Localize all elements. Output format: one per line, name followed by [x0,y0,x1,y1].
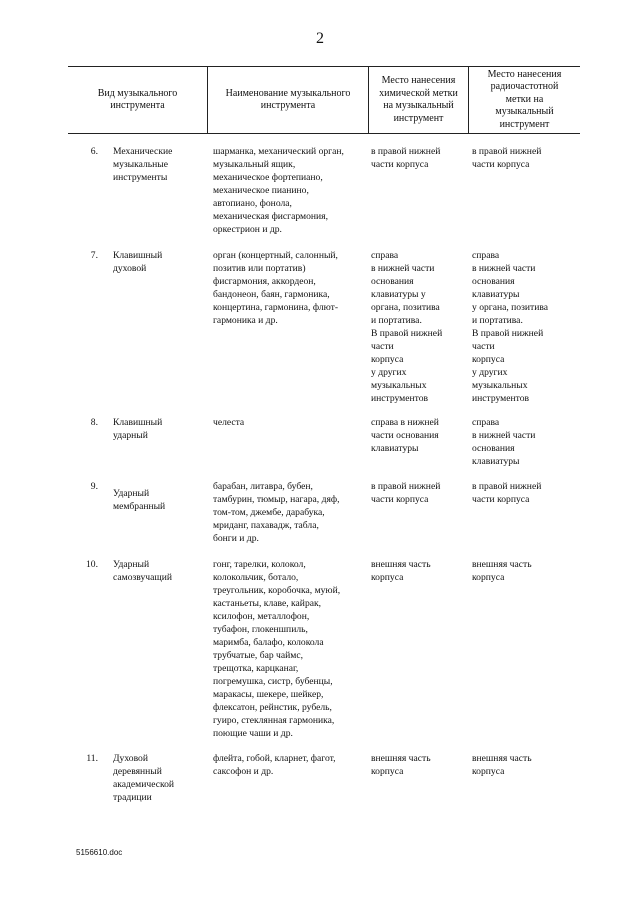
file-name-footer: 5156610.doc [76,848,123,857]
chemical-mark-location: внешняя часть корпуса [371,753,431,777]
page-number: 2 [316,30,324,47]
header-instrument-type: Вид музыкального инструмента [97,87,178,111]
chemical-mark-location: в правой нижней части корпуса [371,146,441,170]
instrument-names: челеста [213,417,245,428]
instrument-names: орган (концертный, салонный, позитив или портатив) фисгармония, аккордеон, бандонеон, баян, гармоника, концертина, гармонина, флют- гармоника и др. [213,250,339,326]
instrument-type: Ударный мембранный [113,488,166,512]
chemical-mark-location: в правой нижней части корпуса [371,481,441,505]
header-instrument-name: Наименование музыкального инструмента [225,87,351,111]
instrument-names: гонг, тарелки, колокол, колокольчик, ботало, треугольник, коробочка, муюй, кастаньеты, клаве, кайрак, ксилофон, металлофон, тубафон, глокеншпиль, маримба, балафо, колокола трубчатые, бар чаймс, трещотка, карцканаг, погремушка, систр, бубенцы, маракасы, шекере, шейкер, флексатон, рейнстик, рубель, гуиро, стеклянная гармоника, поющие чаши и др. [213,559,341,739]
rf-mark-location: внешняя часть корпуса [472,753,532,777]
rf-mark-location: в правой нижней части корпуса [472,146,542,170]
rf-mark-location: в правой нижней части корпуса [472,481,542,505]
row-number: 10. [86,559,98,570]
chemical-mark-location: справа в нижней части основания клавиатуры [371,417,439,454]
row-number: 7. [90,250,98,261]
chemical-mark-location: внешняя часть корпуса [371,559,431,583]
rf-mark-location: внешняя часть корпуса [472,559,532,583]
rf-mark-location: справа в нижней части основания клавиатуры у органа, позитива и портатива. В правой нижней части корпуса у других музыкальных инструментов [472,250,549,404]
row-number: 8. [90,417,98,428]
instrument-type: Механические музыкальные инструменты [113,146,173,183]
chemical-mark-location: справа в нижней части основания клавиатуры у органа, позитива и портатива. В правой нижней части корпуса у других музыкальных инструментов [371,250,443,404]
table-top-rule [68,66,580,67]
instrument-type: Духовой деревянный академической традиции [113,753,175,803]
rf-mark-location: справа в нижней части основания клавиатуры [472,417,536,467]
instrument-names: шарманка, механический орган, музыкальный ящик, механическое фортепиано, механическое пианино, автопиано, фонола, механическая фисгармония, оркестрион и др. [213,146,344,235]
row-number: 6. [90,146,98,157]
instrument-names: флейта, гобой, кларнет, фагот, саксофон и др. [213,753,336,777]
row-number: 9. [90,481,98,492]
header-rf-mark-location: Место нанесения радиочастотной метки на музыкальный инструмент [487,68,562,130]
row-number: 11. [86,753,98,764]
header-bottom-rule [68,133,580,134]
instrument-names: барабан, литавра, бубен, тамбурин, тюмыр, нагара, дяф, том-том, джембе, дарабука, мриданг, пахавадж, табла, бонги и др. [213,481,340,544]
header-chemical-mark-location: Место нанесения химической метки на музыкальный инструмент [379,75,458,124]
instrument-type: Клавишный ударный [113,417,163,441]
instrument-type: Ударный самозвучащий [113,559,173,583]
instrument-type: Клавишный духовой [113,250,163,274]
